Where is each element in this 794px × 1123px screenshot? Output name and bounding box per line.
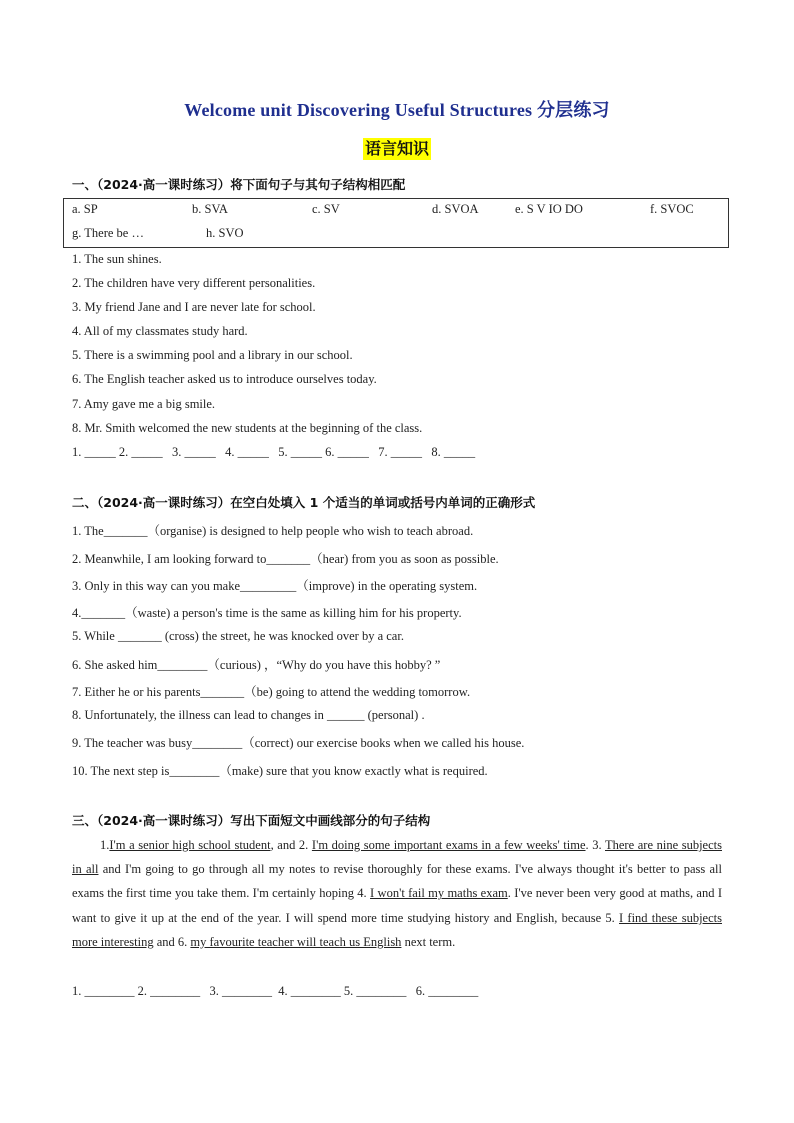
fill-item: 6. She asked him________（curious) ，“Why do you have this hobby? ” [72,658,441,672]
underlined-sentence-1: I'm a senior high school student [109,838,271,852]
fill-item: 3. Only in this way can you make_________（improve) in the operating system. [72,579,478,593]
sentence-item: 2. The children have very different personalities. [72,276,316,290]
section3-heading: 三、（2024·高一课时练习）写出下面短文中画线部分的句子结构 [72,813,431,828]
passage-text: 1. [100,838,110,852]
option-g: g. There be … [72,226,144,240]
fill-item: 5. While _______ (cross) the street, he was knocked over by a car. [72,629,404,643]
option-b: b. SVA [192,202,228,216]
option-h: h. SVO [206,226,244,240]
fill-item: 10. The next step is________（make) sure that you know exactly what is required. [72,764,488,778]
section-subtitle: 语言知识 [364,139,429,158]
fill-item: 7. Either he or his parents_______（be) going to attend the wedding tomorrow. [72,685,471,699]
passage-text: next term. [401,934,456,949]
sentence-item: 4. All of my classmates study hard. [72,324,248,338]
option-f: f. SVOC [650,202,694,216]
section2-heading: 二、（2024·高一课时练习）在空白处填入 1 个适当的单词或括号内单词的正确形式 [72,495,536,510]
answer-blanks-3: 1. ________ 2. ________ 3. ________ 4. ________ 5. ________ 6. ________ [72,984,479,998]
fill-item: 8. Unfortunately, the illness can lead to changes in ______ (personal) . [72,708,425,722]
fill-item: 2. Meanwhile, I am looking forward to_______（hear) from you as soon as possible. [72,552,499,566]
fill-item: 4._______（waste) a person's time is the same as killing him for his property. [72,606,462,620]
underlined-sentence-6: my favourite teacher will teach us English [190,934,402,949]
passage-text: . I've never been very good at maths, and I want to give it up at the end of the year. I will spend more time studying history and English, because 5. [72,886,722,925]
subtitle-wrap [0,138,794,160]
underlined-sentence-4: I won't fail my maths exam [370,886,508,901]
sentence-item: 6. The English teacher asked us to introduce ourselves today. [72,372,377,386]
sentence-item: 5. There is a swimming pool and a library in our school. [72,348,353,362]
page-title: Welcome unit Discovering Useful Structures 分层练习 [184,100,610,120]
answer-blanks-1: 1. _____ 2. _____ 3. _____ 4. _____ 5. _____ 6. _____ 7. _____ 8. _____ [72,445,476,459]
underlined-sentence-5: I find these subjects more interesting [72,910,722,949]
passage-text: and 6. [153,934,191,949]
sentence-item: 3. My friend Jane and I are never late for school. [72,300,316,314]
passage-text: and I'm going to go through all my notes to revise thoroughly for these exams. I've always thought it's better to pass all exams the first time you take them. I'm certainly hoping 4. [72,862,722,901]
underlined-sentence-2: I'm doing some important exams in a few weeks' time [311,838,586,852]
section1-heading: 一、（2024·高一课时练习）将下面句子与其句子结构相匹配 [72,177,406,192]
passage-text: , and 2. [270,838,312,852]
option-c: c. SV [312,202,340,216]
underlined-sentence-3: There are nine subjects in all [72,838,722,877]
fill-item: 1. The_______（organise) is designed to help people who wish to teach abroad. [72,524,474,538]
sentence-item: 1. The sun shines. [72,252,162,266]
passage [72,833,722,954]
sentence-item: 8. Mr. Smith welcomed the new students at the beginning of the class. [72,421,423,435]
fill-item: 9. The teacher was busy________（correct) our exercise books when we called his house. [72,736,525,750]
options-box [63,198,729,248]
option-d: d. SVOA [432,202,479,216]
passage-text: . 3. [585,838,605,852]
option-a: a. SP [72,202,98,216]
option-e: e. S V IO DO [515,202,583,216]
sentence-item: 7. Amy gave me a big smile. [72,397,216,411]
